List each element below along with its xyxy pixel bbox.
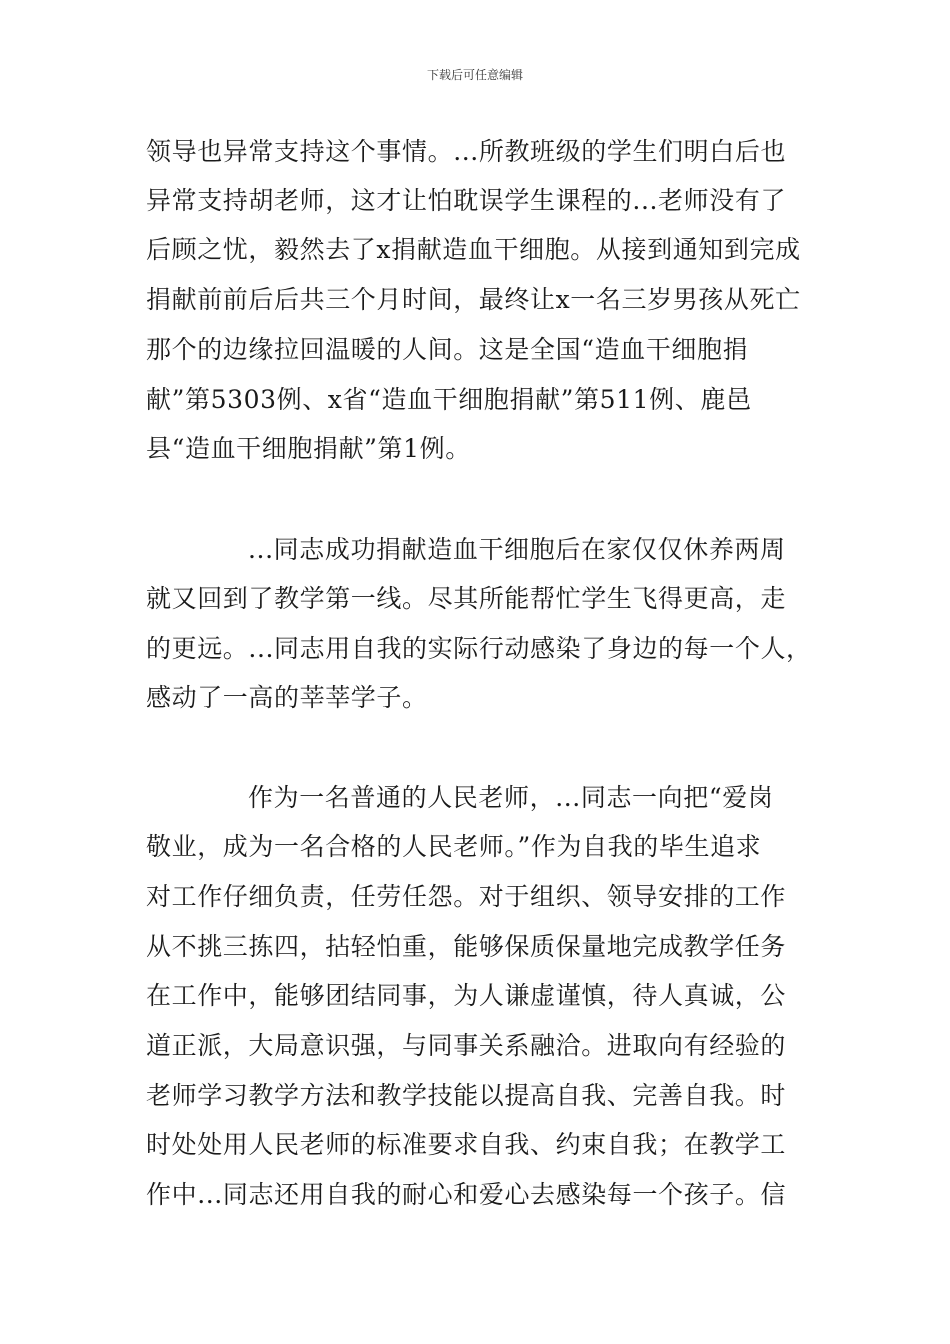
- text-line: 敬业，成为一名合格的人民老师。”作为自我的毕生追求: [146, 832, 762, 861]
- text-line: 时处处用人民老师的标准要求自我、约束自我；在教学工: [146, 1130, 787, 1159]
- text-line: 感动了一高的莘莘学子。: [146, 683, 428, 712]
- text-line: 老师学习教学方法和教学技能以提高自我、完善自我。时: [146, 1081, 787, 1110]
- text-line: 那个的边缘拉回温暖的人间。这是全国“造血干细胞捐: [146, 335, 749, 364]
- text-line: 后顾之忧，毅然去了x捐献造血干细胞。从接到通知到完成: [146, 235, 801, 264]
- text-line: 作中...同志还用自我的耐心和爱心去感染每一个孩子。信: [146, 1180, 787, 1209]
- header-note: 下载后可任意编辑: [426, 68, 523, 82]
- text-line: 作为一名普通的人民老师，...同志一向把“爱岗: [248, 783, 774, 812]
- text-line: 就又回到了教学第一线。尽其所能帮忙学生飞得更高，走: [146, 584, 787, 613]
- text-line: 对工作仔细负责，任劳任怨。对于组织、领导安排的工作: [146, 882, 787, 911]
- text-line: ...同志成功捐献造血干细胞后在家仅仅休养两周: [248, 535, 786, 564]
- text-line: 从不挑三拣四，拈轻怕重，能够保质保量地完成教学任务: [146, 932, 787, 961]
- text-line: 道正派，大局意识强，与同事关系融洽。进取向有经验的: [146, 1031, 787, 1060]
- text-line: 县“造血干细胞捐献”第1例。: [146, 434, 471, 463]
- text-line: 的更远。...同志用自我的实际行动感染了身边的每一个人，: [146, 634, 812, 663]
- text-line: 在工作中，能够团结同事，为人谦虚谨慎，待人真诚，公: [146, 981, 787, 1010]
- text-line: 献”第5303例、x省“造血干细胞捐献”第511例、鹿邑: [146, 385, 752, 414]
- text-line: 捐献前前后后共三个月时间，最终让x一名三岁男孩从死亡: [146, 285, 801, 314]
- text-line: 领导也异常支持这个事情。...所教班级的学生们明白后也: [146, 137, 787, 166]
- text-line: 异常支持胡老师，这才让怕耽误学生课程的...老师没有了: [146, 186, 787, 215]
